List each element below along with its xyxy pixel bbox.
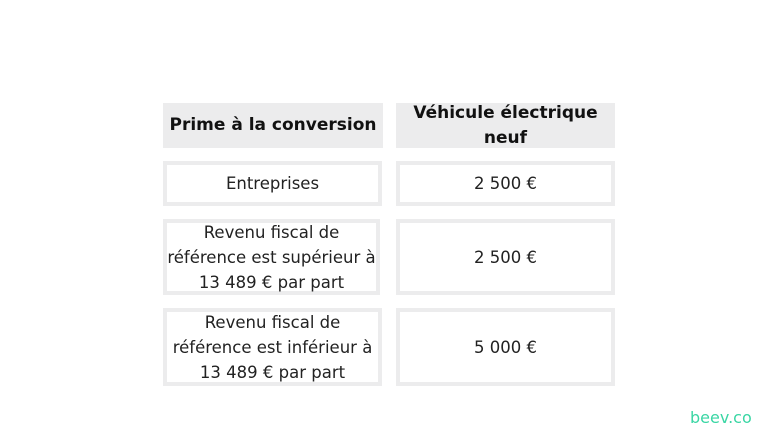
- brand-watermark: beev.co: [690, 408, 752, 427]
- row-label-text: Entreprises: [225, 174, 320, 193]
- header-vehicule-electrique: [396, 103, 615, 148]
- header-prime-conversion: [163, 103, 383, 148]
- row-label-text: Revenu fiscal de référence est inférieur à 13 489 € par part: [172, 312, 373, 382]
- row-value-text: 2 500 €: [474, 174, 537, 193]
- row-value-text: 2 500 €: [474, 247, 537, 267]
- row-label-revenu-inferieur: [163, 308, 382, 386]
- row-value-text: 5 000 €: [474, 337, 537, 357]
- row-label-text: Revenu fiscal de référence est supérieur à 13 489 € par part: [167, 222, 376, 292]
- row-value-revenu-superieur: [396, 219, 615, 295]
- header-prime-conversion-text: Prime à la conversion: [169, 115, 377, 135]
- row-value-revenu-inferieur: [396, 308, 615, 386]
- row-value-entreprises: [396, 161, 615, 206]
- row-label-revenu-superieur: [163, 219, 380, 295]
- header-vehicule-electrique-text: Véhicule électrique neuf: [413, 102, 598, 148]
- row-label-entreprises: [163, 161, 382, 206]
